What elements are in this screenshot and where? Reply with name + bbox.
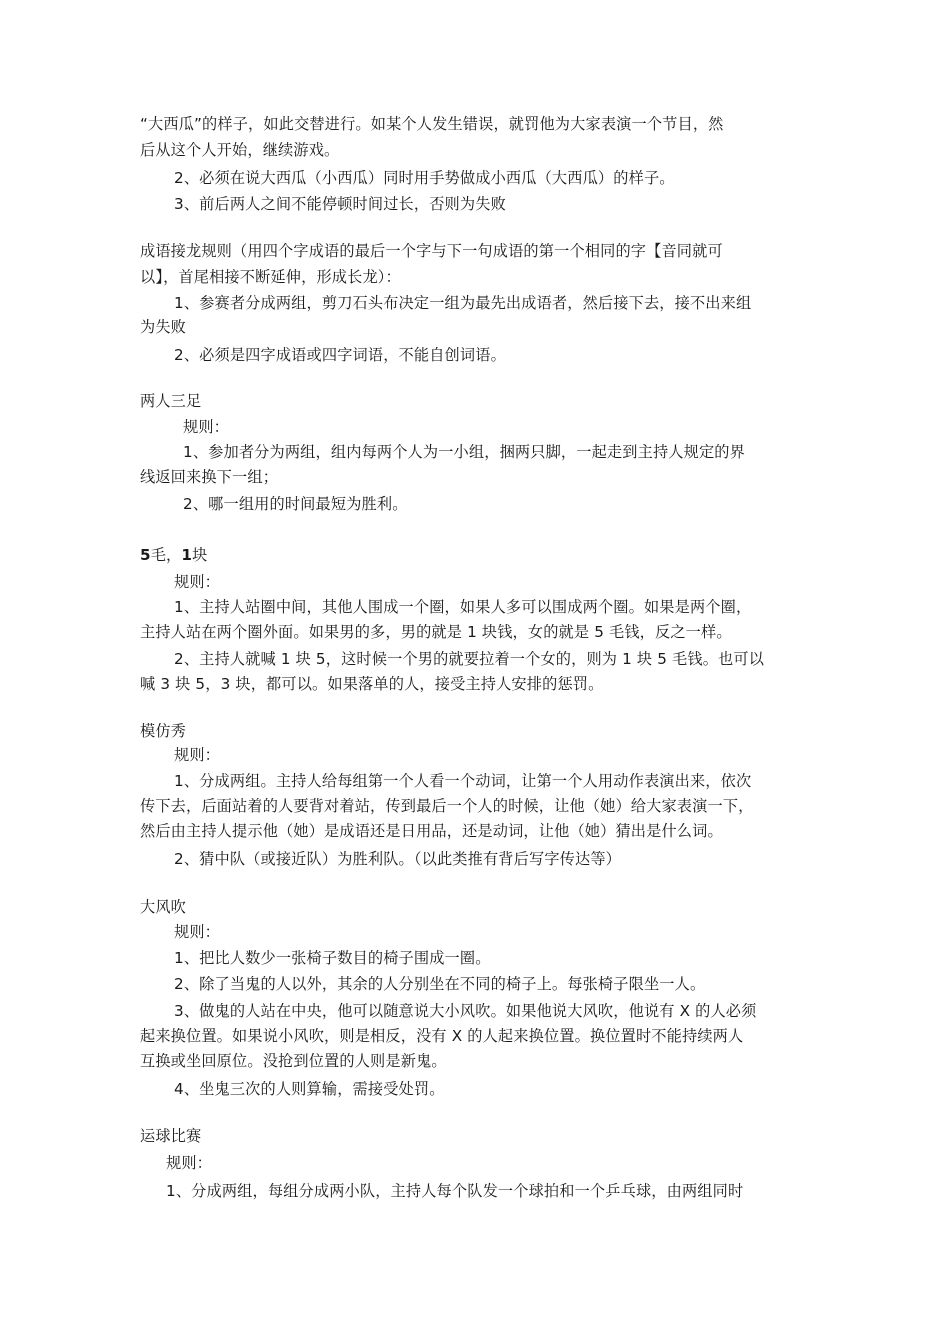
rules-label: 规则： — [174, 923, 221, 941]
dafeng-rule-3: 互换或坐回原位。没抢到位置的人则是新鬼。 — [140, 1052, 447, 1070]
rules-label: 规则： — [166, 1154, 213, 1172]
dafeng-rule-1: 1、把比人数少一张椅子数目的椅子围成一圈。 — [174, 949, 491, 967]
wumao-rule-1: 主持人站在两个圈外面。如果男的多，男的就是 1 块钱，女的就是 5 毛钱，反之一样。 — [140, 623, 732, 641]
intro-rule-3: 3、前后两人之间不能停顿时间过长，否则为失败 — [174, 195, 506, 213]
wumao-rule-1: 1、主持人站圈中间，其他人围成一个圈，如果人多可以围成两个圈。如果是两个圈， — [174, 598, 752, 616]
liangren-rule-1: 线返回来换下一组； — [140, 468, 279, 486]
wumao-rule-2: 喊 3 块 5，3 块，都可以。如果落单的人，接受主持人安排的惩罚。 — [140, 675, 604, 693]
chengyu-rule-1: 为失败 — [140, 318, 187, 336]
chengyu-rule-1: 1、参赛者分成两组，剪刀石头布决定一组为最先出成语者，然后接下去，接不出来组 — [174, 294, 752, 312]
dafeng-rule-3: 3、做鬼的人站在中央，他可以随意说大小风吹。如果他说大风吹，他说有 X 的人必须 — [174, 1002, 757, 1020]
wumao-title — [140, 544, 207, 566]
chengyu-title: 成语接龙规则（用四个字成语的最后一个字与下一句成语的第一个相同的字【音同就可 — [140, 242, 723, 260]
dafeng-rule-4: 4、坐鬼三次的人则算输，需接受处罚。 — [174, 1080, 445, 1098]
yunqiu-rule-1: 1、分成两组，每组分成两小队，主持人每个队发一个球拍和一个乒乓球，由两组同时 — [166, 1182, 744, 1200]
wumao-title-text: 毛， — [150, 546, 182, 564]
rules-label: 规则： — [174, 746, 221, 764]
dafeng-rule-3: 起来换位置。如果说小风吹，则是相反，没有 X 的人起来换位置。换位置时不能持续两人 — [140, 1027, 744, 1045]
rules-label: 规则： — [183, 418, 230, 436]
rules-label: 规则： — [174, 573, 221, 591]
dafeng-rule-2: 2、除了当鬼的人以外，其余的人分别坐在不同的椅子上。每张椅子限坐一人。 — [174, 975, 706, 993]
mofang-title: 模仿秀 — [140, 722, 187, 740]
wumao-rule-2: 2、主持人就喊 1 块 5，这时候一个男的就要拉着一个女的，则为 1 块 5 毛钱。也可以 — [174, 650, 765, 668]
liangren-rule-1: 1、参加者分为两组，组内每两个人为一小组，捆两只脚，一起走到主持人规定的界 — [183, 443, 745, 461]
intro-line: 后从这个人开始，继续游戏。 — [140, 141, 340, 159]
mofang-rule-1: 然后由主持人提示他（她）是成语还是日用品，还是动词，让他（她）猜出是什么词。 — [140, 822, 723, 840]
wumao-title-number: 5 — [140, 546, 151, 564]
mofang-rule-1: 传下去，后面站着的人要背对着站，传到最后一个人的时候，让他（她）给大家表演一下， — [140, 797, 754, 815]
liangren-rule-2: 2、哪一组用的时间最短为胜利。 — [183, 495, 408, 513]
wumao-title-number: 1 — [181, 546, 193, 564]
yunqiu-title: 运球比赛 — [140, 1127, 202, 1145]
mofang-rule-1: 1、分成两组。主持人给每组第一个人看一个动词，让第一个人用动作表演出来，依次 — [174, 772, 752, 790]
chengyu-title: 以】，首尾相接不断延伸，形成长龙）： — [140, 268, 401, 286]
intro-line: “大西瓜”的样子，如此交替进行。如某个人发生错误，就罚他为大家表演一个节目，然 — [140, 115, 724, 133]
intro-rule-2: 2、必须在说大西瓜（小西瓜）同时用手势做成小西瓜（大西瓜）的样子。 — [174, 169, 675, 187]
liangren-title: 两人三足 — [140, 392, 202, 410]
mofang-rule-2: 2、猜中队（或接近队）为胜利队。（以此类推有背后写字传达等） — [174, 850, 622, 868]
dafeng-title: 大风吹 — [140, 898, 187, 916]
wumao-title-text: 块 — [192, 546, 208, 564]
chengyu-rule-2: 2、必须是四字成语或四字词语，不能自创词语。 — [174, 346, 506, 364]
